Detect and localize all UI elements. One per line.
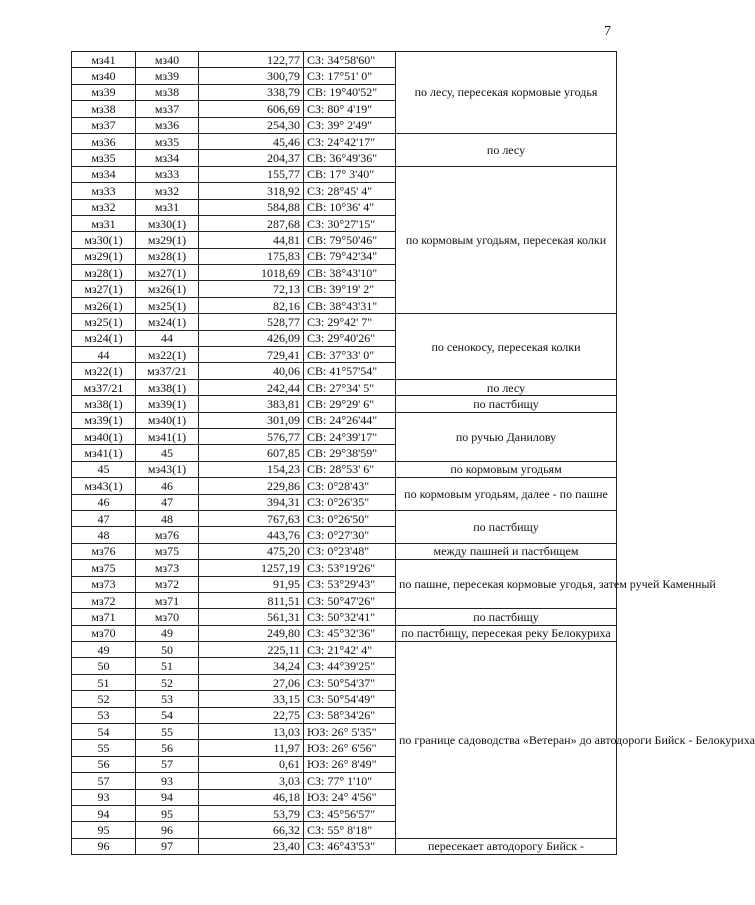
route-description-cell: по сенокосу, пересекая колки — [396, 314, 617, 380]
from-point-cell: мз24(1) — [72, 330, 136, 346]
route-description-cell: по кормовым угодьям, далее - по пашне — [396, 478, 617, 511]
bearing-cell: СЗ: 29°42' 7" — [304, 314, 396, 330]
from-point-cell: мз31 — [72, 215, 136, 231]
to-point-cell: 53 — [136, 691, 199, 707]
bearing-cell: СВ: 41°57'54" — [304, 363, 396, 379]
distance-cell: 443,76 — [199, 527, 304, 543]
route-description-cell: по лесу — [396, 133, 617, 166]
distance-cell: 0,61 — [199, 756, 304, 772]
to-point-cell: 96 — [136, 822, 199, 838]
to-point-cell: 94 — [136, 789, 199, 805]
bearing-cell: СЗ: 17°51' 0" — [304, 68, 396, 84]
to-point-cell: 55 — [136, 724, 199, 740]
bearing-cell: СВ: 79°50'46" — [304, 232, 396, 248]
bearing-cell: СЗ: 24°42'17" — [304, 133, 396, 149]
bearing-cell: СЗ: 46°43'53" — [304, 838, 396, 854]
from-point-cell: мз75 — [72, 560, 136, 576]
bearing-cell: СЗ: 44°39'25" — [304, 658, 396, 674]
from-point-cell: мз22(1) — [72, 363, 136, 379]
bearing-cell: СЗ: 50°47'26" — [304, 592, 396, 608]
distance-cell: 82,16 — [199, 297, 304, 313]
route-description-cell: по пастбищу — [396, 609, 617, 625]
from-point-cell: мз28(1) — [72, 265, 136, 281]
from-point-cell: мз25(1) — [72, 314, 136, 330]
bearing-cell: СВ: 39°19' 2" — [304, 281, 396, 297]
to-point-cell: 57 — [136, 756, 199, 772]
to-point-cell: 93 — [136, 773, 199, 789]
distance-cell: 242,44 — [199, 379, 304, 395]
bearing-cell: СЗ: 0°27'30" — [304, 527, 396, 543]
route-description-cell: по пастбищу — [396, 510, 617, 543]
from-point-cell: мз36 — [72, 133, 136, 149]
distance-cell: 155,77 — [199, 166, 304, 182]
distance-cell: 528,77 — [199, 314, 304, 330]
bearing-cell: СЗ: 50°54'37" — [304, 674, 396, 690]
to-point-cell: мз29(1) — [136, 232, 199, 248]
from-point-cell: мз33 — [72, 183, 136, 199]
bearing-cell: СВ: 36°49'36" — [304, 150, 396, 166]
to-point-cell: 54 — [136, 707, 199, 723]
bearing-cell: ЮЗ: 26° 5'35" — [304, 724, 396, 740]
to-point-cell: мз22(1) — [136, 347, 199, 363]
distance-cell: 584,88 — [199, 199, 304, 215]
distance-cell: 301,09 — [199, 412, 304, 428]
to-point-cell: мз41(1) — [136, 428, 199, 444]
to-point-cell: 44 — [136, 330, 199, 346]
bearing-cell: СЗ: 80° 4'19" — [304, 101, 396, 117]
from-point-cell: мз38 — [72, 101, 136, 117]
to-point-cell: 48 — [136, 510, 199, 526]
bearing-cell: СЗ: 0°26'35" — [304, 494, 396, 510]
from-point-cell: мз35 — [72, 150, 136, 166]
bearing-cell: СЗ: 21°42' 4" — [304, 642, 396, 658]
from-point-cell: мз38(1) — [72, 396, 136, 412]
distance-cell: 811,51 — [199, 592, 304, 608]
from-point-cell: 53 — [72, 707, 136, 723]
from-point-cell: мз39 — [72, 84, 136, 100]
bearing-cell: СЗ: 29°40'26" — [304, 330, 396, 346]
bearing-cell: СЗ: 39° 2'49" — [304, 117, 396, 133]
distance-cell: 1018,69 — [199, 265, 304, 281]
to-point-cell: 49 — [136, 625, 199, 641]
table-row — [72, 314, 617, 330]
distance-cell: 426,09 — [199, 330, 304, 346]
to-point-cell: мз39(1) — [136, 396, 199, 412]
bearing-cell: СВ: 19°40'52" — [304, 84, 396, 100]
from-point-cell: мз40(1) — [72, 428, 136, 444]
from-point-cell: мз39(1) — [72, 412, 136, 428]
to-point-cell: мз40 — [136, 52, 199, 68]
route-description-cell: по пашне, пересекая кормовые угодья, затем ручей Каменный — [396, 560, 617, 609]
to-point-cell: мз24(1) — [136, 314, 199, 330]
boundary-table-body — [72, 52, 755, 855]
to-point-cell: мз73 — [136, 560, 199, 576]
distance-cell: 767,63 — [199, 510, 304, 526]
from-point-cell: 50 — [72, 658, 136, 674]
table-row — [72, 642, 617, 658]
bearing-cell: СЗ: 53°29'43" — [304, 576, 396, 592]
to-point-cell: мз32 — [136, 183, 199, 199]
to-point-cell: мз38(1) — [136, 379, 199, 395]
bearing-cell: СВ: 17° 3'40" — [304, 166, 396, 182]
to-point-cell: 51 — [136, 658, 199, 674]
from-point-cell: 95 — [72, 822, 136, 838]
table-row — [72, 838, 617, 854]
bearing-cell: СЗ: 58°34'26" — [304, 707, 396, 723]
bearing-cell: СВ: 24°26'44" — [304, 412, 396, 428]
from-point-cell: мз41 — [72, 52, 136, 68]
to-point-cell: мз43(1) — [136, 461, 199, 477]
page-number: 7 — [604, 24, 611, 39]
to-point-cell: мз37/21 — [136, 363, 199, 379]
from-point-cell: мз34 — [72, 166, 136, 182]
table-row — [72, 379, 617, 395]
route-description-cell: по границе садоводства «Ветеран» до автодороги Бийск - Белокуриха — [396, 642, 617, 839]
from-point-cell: мз30(1) — [72, 232, 136, 248]
route-description-cell: по лесу, пересекая кормовые угодья — [396, 52, 617, 134]
route-description-cell: по ручью Данилову — [396, 412, 617, 461]
table-row — [72, 510, 617, 526]
from-point-cell: мз37 — [72, 117, 136, 133]
table-row — [72, 461, 617, 477]
from-point-cell: мз41(1) — [72, 445, 136, 461]
distance-cell: 249,80 — [199, 625, 304, 641]
bearing-cell: СЗ: 30°27'15" — [304, 215, 396, 231]
to-point-cell: мз38 — [136, 84, 199, 100]
from-point-cell: 44 — [72, 347, 136, 363]
to-point-cell: мз35 — [136, 133, 199, 149]
to-point-cell: мз30(1) — [136, 215, 199, 231]
route-description-cell: между пашней и пастбищем — [396, 543, 617, 559]
to-point-cell: мз40(1) — [136, 412, 199, 428]
bearing-cell: СЗ: 50°54'49" — [304, 691, 396, 707]
distance-cell: 91,95 — [199, 576, 304, 592]
from-point-cell: мз37/21 — [72, 379, 136, 395]
bearing-cell: СВ: 28°53' 6" — [304, 461, 396, 477]
to-point-cell: мз31 — [136, 199, 199, 215]
table-row — [72, 560, 617, 576]
from-point-cell: 56 — [72, 756, 136, 772]
bearing-cell: СЗ: 0°28'43" — [304, 478, 396, 494]
bearing-cell: СЗ: 53°19'26" — [304, 560, 396, 576]
route-description-cell: по пастбищу, пересекая реку Белокуриха — [396, 625, 617, 641]
distance-cell: 606,69 — [199, 101, 304, 117]
distance-cell: 729,41 — [199, 347, 304, 363]
distance-cell: 175,83 — [199, 248, 304, 264]
table-row — [72, 478, 617, 494]
distance-cell: 27,06 — [199, 674, 304, 690]
bearing-cell: ЮЗ: 26° 6'56" — [304, 740, 396, 756]
bearing-cell: СЗ: 0°26'50" — [304, 510, 396, 526]
to-point-cell: мз34 — [136, 150, 199, 166]
bearing-cell: СЗ: 77° 1'10" — [304, 773, 396, 789]
from-point-cell: мз32 — [72, 199, 136, 215]
from-point-cell: 94 — [72, 805, 136, 821]
from-point-cell: мз27(1) — [72, 281, 136, 297]
distance-cell: 561,31 — [199, 609, 304, 625]
route-description-cell: по лесу — [396, 379, 617, 395]
from-point-cell: мз71 — [72, 609, 136, 625]
to-point-cell: мз72 — [136, 576, 199, 592]
boundary-table — [71, 51, 755, 855]
bearing-cell: СВ: 27°34' 5" — [304, 379, 396, 395]
from-point-cell: 49 — [72, 642, 136, 658]
distance-cell: 46,18 — [199, 789, 304, 805]
bearing-cell: ЮЗ: 24° 4'56" — [304, 789, 396, 805]
distance-cell: 154,23 — [199, 461, 304, 477]
bearing-cell: СЗ: 55° 8'18" — [304, 822, 396, 838]
bearing-cell: СВ: 24°39'17" — [304, 428, 396, 444]
distance-cell: 122,77 — [199, 52, 304, 68]
distance-cell: 11,97 — [199, 740, 304, 756]
distance-cell: 40,06 — [199, 363, 304, 379]
distance-cell: 254,30 — [199, 117, 304, 133]
distance-cell: 338,79 — [199, 84, 304, 100]
from-point-cell: мз40 — [72, 68, 136, 84]
distance-cell: 318,92 — [199, 183, 304, 199]
table-row — [72, 543, 617, 559]
distance-cell: 576,77 — [199, 428, 304, 444]
bearing-cell: СВ: 38°43'31" — [304, 297, 396, 313]
from-point-cell: 51 — [72, 674, 136, 690]
to-point-cell: мз71 — [136, 592, 199, 608]
bearing-cell: СЗ: 0°23'48" — [304, 543, 396, 559]
from-point-cell: мз43(1) — [72, 478, 136, 494]
to-point-cell: 47 — [136, 494, 199, 510]
table-row — [72, 609, 617, 625]
to-point-cell: 52 — [136, 674, 199, 690]
from-point-cell: мз26(1) — [72, 297, 136, 313]
bearing-cell: СЗ: 45°32'36" — [304, 625, 396, 641]
from-point-cell: 96 — [72, 838, 136, 854]
route-description-cell: по кормовым угодьям — [396, 461, 617, 477]
to-point-cell: 95 — [136, 805, 199, 821]
to-point-cell: мз39 — [136, 68, 199, 84]
bearing-cell: СВ: 79°42'34" — [304, 248, 396, 264]
distance-cell: 3,03 — [199, 773, 304, 789]
distance-cell: 23,40 — [199, 838, 304, 854]
from-point-cell: 46 — [72, 494, 136, 510]
table-row — [72, 625, 617, 641]
from-point-cell: мз72 — [72, 592, 136, 608]
from-point-cell: 93 — [72, 789, 136, 805]
distance-cell: 13,03 — [199, 724, 304, 740]
to-point-cell: мз28(1) — [136, 248, 199, 264]
from-point-cell: 54 — [72, 724, 136, 740]
bearing-cell: СЗ: 50°32'41" — [304, 609, 396, 625]
to-point-cell: 56 — [136, 740, 199, 756]
distance-cell: 44,81 — [199, 232, 304, 248]
from-point-cell: 47 — [72, 510, 136, 526]
bearing-cell: СЗ: 45°56'57" — [304, 805, 396, 821]
distance-cell: 287,68 — [199, 215, 304, 231]
to-point-cell: мз25(1) — [136, 297, 199, 313]
distance-cell: 53,79 — [199, 805, 304, 821]
from-point-cell: 45 — [72, 461, 136, 477]
distance-cell: 475,20 — [199, 543, 304, 559]
from-point-cell: 57 — [72, 773, 136, 789]
from-point-cell: мз73 — [72, 576, 136, 592]
to-point-cell: мз33 — [136, 166, 199, 182]
table-row — [72, 133, 617, 149]
to-point-cell: мз37 — [136, 101, 199, 117]
bearing-cell: СВ: 37°33' 0" — [304, 347, 396, 363]
distance-cell: 22,75 — [199, 707, 304, 723]
to-point-cell: мз26(1) — [136, 281, 199, 297]
to-point-cell: мз70 — [136, 609, 199, 625]
to-point-cell: 50 — [136, 642, 199, 658]
distance-cell: 225,11 — [199, 642, 304, 658]
from-point-cell: мз76 — [72, 543, 136, 559]
to-point-cell: 97 — [136, 838, 199, 854]
to-point-cell: мз27(1) — [136, 265, 199, 281]
bearing-cell: СВ: 38°43'10" — [304, 265, 396, 281]
to-point-cell: мз75 — [136, 543, 199, 559]
distance-cell: 72,13 — [199, 281, 304, 297]
from-point-cell: мз70 — [72, 625, 136, 641]
to-point-cell: 45 — [136, 445, 199, 461]
table-row — [72, 52, 617, 68]
to-point-cell: 46 — [136, 478, 199, 494]
distance-cell: 300,79 — [199, 68, 304, 84]
bearing-cell: СЗ: 34°58'60" — [304, 52, 396, 68]
from-point-cell: мз29(1) — [72, 248, 136, 264]
table-row — [72, 412, 617, 428]
bearing-cell: СВ: 29°38'59" — [304, 445, 396, 461]
from-point-cell: 52 — [72, 691, 136, 707]
from-point-cell: 55 — [72, 740, 136, 756]
distance-cell: 383,81 — [199, 396, 304, 412]
distance-cell: 1257,19 — [199, 560, 304, 576]
distance-cell: 45,46 — [199, 133, 304, 149]
from-point-cell: 48 — [72, 527, 136, 543]
distance-cell: 204,37 — [199, 150, 304, 166]
bearing-cell: СВ: 10°36' 4" — [304, 199, 396, 215]
table-row — [72, 396, 617, 412]
distance-cell: 229,86 — [199, 478, 304, 494]
distance-cell: 34,24 — [199, 658, 304, 674]
route-description-cell: по кормовым угодьям, пересекая колки — [396, 166, 617, 314]
distance-cell: 394,31 — [199, 494, 304, 510]
distance-cell: 607,85 — [199, 445, 304, 461]
bearing-cell: ЮЗ: 26° 8'49" — [304, 756, 396, 772]
to-point-cell: мз76 — [136, 527, 199, 543]
route-description-cell: по пастбищу — [396, 396, 617, 412]
table-row — [72, 166, 617, 182]
route-description-cell: пересекает автодорогу Бийск - — [396, 838, 617, 854]
bearing-cell: СЗ: 28°45' 4" — [304, 183, 396, 199]
distance-cell: 66,32 — [199, 822, 304, 838]
to-point-cell: мз36 — [136, 117, 199, 133]
distance-cell: 33,15 — [199, 691, 304, 707]
bearing-cell: СВ: 29°29' 6" — [304, 396, 396, 412]
